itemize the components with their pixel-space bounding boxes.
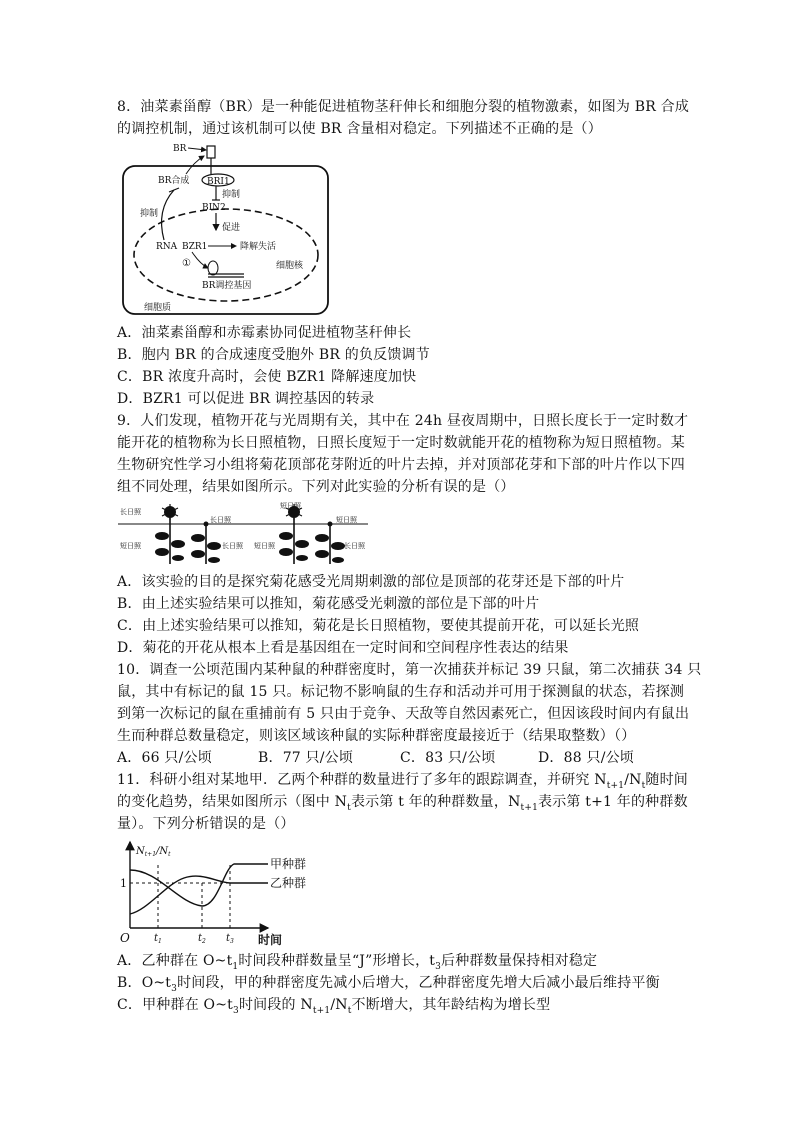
q8-stem-line1: 8．油菜素甾醇（BR）是一种能促进植物茎秆伸长和细胞分裂的植物激素，如图为 BR 合成 [117,99,690,115]
q11-stem-line3: 量）。下列分析错误的是（） [117,816,295,832]
bzr1-binding [208,261,218,275]
q11-a-sub2: 3 [435,961,442,972]
cytoplasm-label: 细胞质 [144,303,172,313]
t2-label: $t_2$ [198,933,206,945]
q11-c-part2: 时间段的 N [238,997,313,1013]
promote-label: 促进 [222,223,241,233]
br-receptor-head [207,146,215,158]
q11-stem2-sub2: t+1 [520,802,538,813]
q11-b-sub: 3 [171,983,178,994]
legend-yi: 乙种群 [270,876,307,890]
q11-b-part1: B．O~t [117,975,172,991]
q11-c-sub1: 3 [233,1005,239,1016]
plant-2 [191,522,221,565]
nucleus-label: 细胞核 [276,261,304,271]
cell-membrane [123,166,328,314]
q11-option-c [117,994,550,1022]
q11-stem1-sub2: t [641,780,646,791]
feedback-arrow [162,190,174,240]
x-axis-label: 时间 [258,933,283,947]
p1-bottom-label: 短日照 [120,542,141,550]
q11-c-part3: /N [330,997,348,1013]
q10-stem-line4: 生而种群总数量稳定，则该区域该种鼠的实际种群密度最接近于（结果取整数）（） [117,728,636,744]
q9-option-b: B．由上述实验结果可以推知，菊花感受光刺激的部位是下部的叶片 [117,596,540,612]
q11-c-part1: C．甲种群在 O~t [117,997,233,1013]
plant-1 [155,504,185,564]
jia-population-line [130,864,268,906]
q11-c-sub3: t [347,1005,352,1016]
q11-b-part2: 时间段，甲的种群密度先减小后增大，乙种群密度先增大后减小最后维持平衡 [177,975,660,991]
q11-stem1-end: 随时间 [645,772,689,788]
q11-a-part2: 时间段种群数量呈“J”形增长，t [238,953,436,969]
q9-stem-line4: 组不同处理，结果如图所示。下列对此实验的分析有误的是（） [117,479,515,495]
degrade-label: 降解失活 [240,242,277,252]
bzr1-label: BZR1 [182,242,208,252]
q11-stem2-sub1: t [347,802,351,813]
q11-c-part4: 不断增大，其年龄结构为增长型 [351,997,551,1013]
yi-population-line [130,876,268,914]
q9-option-a: A．该实验的目的是探究菊花感受光周期刺激的部位是顶部的花芽还是下部的叶片 [117,574,625,590]
inhibit-top-label: 抑制 [222,190,241,200]
br-synthesis-label: BR合成 [158,176,190,186]
q11-stem2-b: 表示第 t 年的种群数量，N [350,794,521,810]
q10-option-d: D．88 只/公顷 [538,750,635,766]
bin2-label: BIN2 [202,203,226,213]
q9-stem-line2: 能开花的植物称为长日照植物，日照长度短于一定时数就能开花的植物称为短日照植物。某 [117,435,685,451]
q10-option-c: C．83 只/公顷 [400,750,496,766]
q9-stem-line3: 生物研究性学习小组将菊花顶部花芽附近的叶片去掉，并对顶部花芽和下部的叶片作以下四 [117,457,685,473]
q8-option-b: B．胞内 BR 的合成速度受胞外 BR 的负反馈调节 [117,347,430,363]
t1-label: $t_1$ [154,933,162,945]
q10-stem-line1: 10．调查一公顷范围内某种鼠的种群密度时，第一次捕获并标记 39 只鼠，第二次捕获 34 只 [117,662,702,678]
q9-option-c: C．由上述实验结果可以推知，菊花是长日照植物，要使其提前开花，可以延长光照 [117,618,640,634]
q11-stem1-mid: /N [624,772,642,788]
q11-a-sub1: 1 [232,961,239,972]
p3-bottom-label: 短日照 [254,542,275,550]
q8-stem-line2: 的调控机制，通过该机制可以使 BR 含量相对稳定。下列描述不正确的是（） [117,121,602,137]
plant-4 [315,522,345,565]
q9-option-d: D．菊花的开花从根本上看是基因组在一定时间和空间程序性表达的结果 [117,640,569,656]
t3-label: $t_3$ [226,933,234,945]
q9-stem-line1: 9．人们发现，植物开花与光周期有关，其中在 24h 昼夜周期中，日照长度长于一定时数才 [117,413,689,429]
p4-top-label: 短日照 [336,516,357,524]
br-gene-label: BR调控基因 [202,281,252,291]
p3-top-label: 短日照 [280,502,301,510]
plant-3 [279,504,309,564]
q10-stem-line3: 到第一次标记的鼠在重捕前有 5 只由于竞争、天敌等自然因素死亡，但因该段时间内有鼠出 [117,706,690,722]
q9-chrysanthemum-figure [118,500,368,568]
br-label: BR [173,144,187,154]
rna-label: RNA [156,242,178,252]
q10-stem-line2: 鼠，其中有标记的鼠 15 只。标记物不影响鼠的生存和活动并可用于探测鼠的状态，若探测 [117,684,685,700]
bri1-label: BRI1 [207,177,230,187]
p2-bottom-label: 长日照 [222,542,243,550]
q11-a-part3: 后种群数量保持相对稳定 [441,953,598,969]
legend-jia: 甲种群 [270,857,307,871]
p2-top-label: 长日照 [210,516,231,524]
origin-label: O [120,931,130,945]
q8-br-regulation-figure [116,140,336,320]
q8-option-a: A．油菜素甾醇和赤霉素协同促进植物茎秆伸长 [117,325,412,341]
q10-option-b: B．77 只/公顷 [258,750,354,766]
q11-stem1-text: 11．科研小组对某地甲．乙两个种群的数量进行了多年的跟踪调查，并研究 N [117,772,607,788]
inhibit-left-label: 抑制 [140,209,159,219]
y-tick-one: 1 [120,877,127,890]
p4-bottom-label: 长日照 [344,542,365,550]
q11-population-chart [118,838,314,948]
q11-stem1-sub1: t+1 [606,780,625,791]
q11-c-sub2: t+1 [312,1005,331,1016]
q11-stem2-c: 表示第 t+1 年的种群数 [538,794,688,810]
q11-stem2-a: 的变化趋势，结果如图所示（图中 N [117,794,348,810]
step-one-label: ① [182,258,191,269]
y-axis-label: $N_{t+1}/N_t$ [136,846,171,858]
p1-top-label: 长日照 [120,508,141,516]
q8-option-c: C．BR 浓度升高时，会使 BZR1 降解速度加快 [117,369,417,385]
q10-option-a: A．66 只/公顷 [117,750,212,766]
q11-a-part1: A．乙种群在 O~t [117,953,233,969]
q8-option-d: D．BZR1 可以促进 BR 调控基因的转录 [117,391,375,407]
